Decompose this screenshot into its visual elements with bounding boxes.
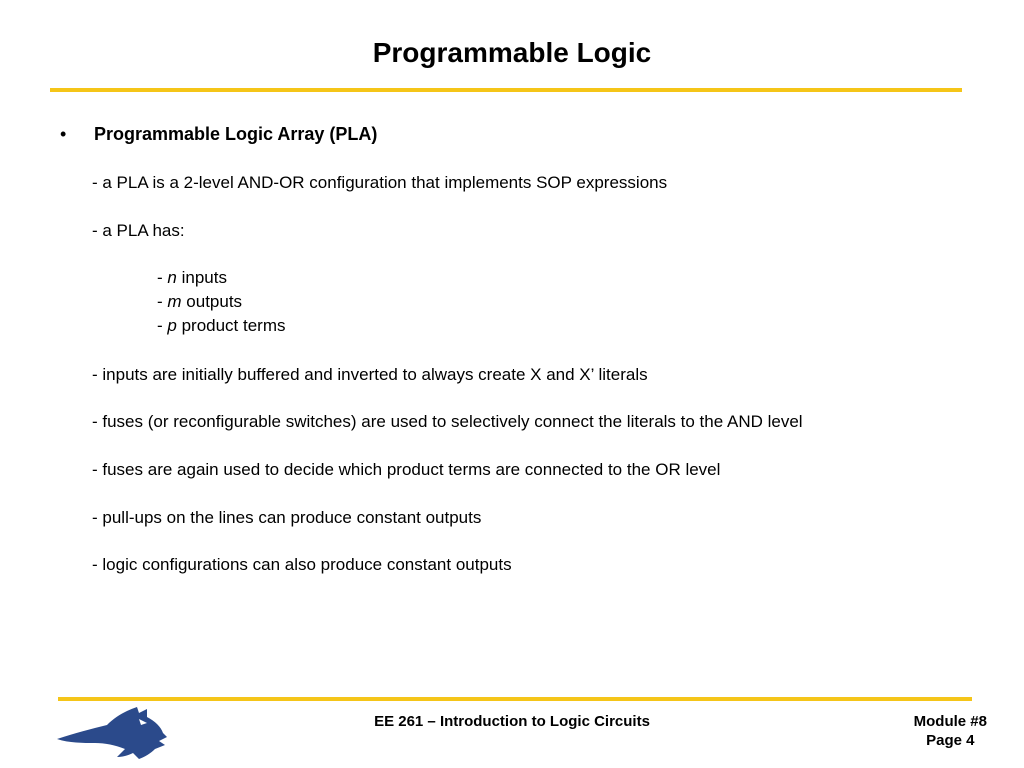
subitem-dash: - [157,268,168,287]
subitem-variable: m [167,292,182,311]
footer-page-info [914,712,987,750]
body-line-fuses-and: - fuses (or reconfigurable switches) are used to selectively connect the literals to the AND level [92,412,803,431]
body-line-fuses-or: - fuses are again used to decide which product terms are connected to the OR level [92,460,721,479]
subitem-dash: - [157,316,168,335]
subitem-dash: - [157,292,168,311]
slide-title: Programmable Logic [372,37,652,68]
body-line-inputs-buffered: - inputs are initially buffered and inverted to always create X and X’ literals [92,365,648,384]
subitem-text: outputs [181,292,243,311]
footer-course: EE 261 – Introduction to Logic Circuits [374,713,650,730]
footer-page: Page 4 [926,732,975,749]
bottom-divider [58,697,972,701]
subitem-inputs [157,267,227,289]
subitem-text: product terms [176,316,286,335]
subitem-product-terms [157,315,286,337]
subitem-text: inputs [176,268,227,287]
subitem-variable: p [167,316,177,335]
bullet-marker: • [60,124,67,144]
body-line-pla-has: - a PLA has: [92,221,185,240]
section-heading: Programmable Logic Array (PLA) [94,124,378,144]
footer-module: Module #8 [913,713,987,730]
body-line-pull-ups: - pull-ups on the lines can produce constant outputs [92,508,482,527]
subitem-outputs [157,291,242,313]
body-line-logic-configs: - logic configurations can also produce constant outputs [92,555,512,574]
subitem-variable: n [167,268,177,287]
top-divider [50,88,962,92]
body-line-pla-definition: - a PLA is a 2-level AND-OR configuration that implements SOP expressions [92,173,668,192]
